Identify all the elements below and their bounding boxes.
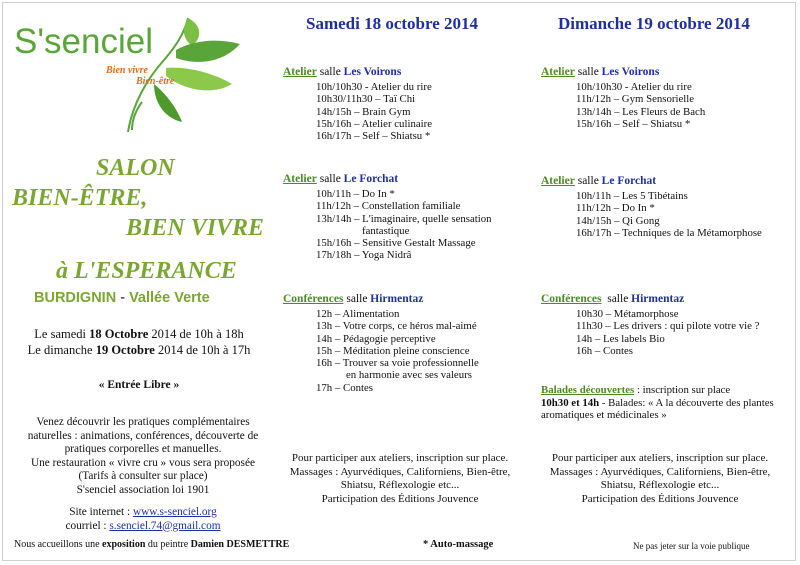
list-item: 17h – Contes xyxy=(316,381,373,394)
sun-balades xyxy=(541,384,774,422)
list-item: 11h30 – Les drivers : qui pilote votre vie ? xyxy=(576,320,760,333)
sun-participation-note: Pour participer aux ateliers, inscription sur place. Massages : Ayurvédiques, Californiens, Bien-être, Shiatsu, Réflexologie etc... Participation des Éditions Jouvence xyxy=(549,452,771,505)
list-item: 13h – Votre corps, ce héros mal-aimé xyxy=(316,320,477,333)
list-item: 16h – Contes xyxy=(576,344,633,357)
exhibition-note: Nous accueillons une exposition du peintre Damien DESMETTRE xyxy=(14,539,290,550)
logo-name: S'senciel xyxy=(14,22,153,61)
list-item: 10h/10h30 - Atelier du rire xyxy=(316,81,432,93)
salon-title-3: BIEN VIVRE xyxy=(126,215,265,241)
saturday-title: Samedi 18 octobre 2014 xyxy=(306,14,479,33)
sun-atelier-forchat-heading: Atelier salle Le Forchat xyxy=(541,175,657,187)
salon-title-4: à L'ESPERANCE xyxy=(56,258,237,284)
list-item: 16h – Trouver sa voie professionnelle xyxy=(316,357,479,370)
public-note: Ne pas jeter sur la voie publique xyxy=(633,541,750,551)
list-item: 13h/14h – L'imaginaire, quelle sensation xyxy=(316,212,492,225)
salon-title-2: BIEN-ÊTRE, xyxy=(12,185,148,211)
list-item: 10h/10h30 - Atelier du rire xyxy=(576,81,692,93)
sun-conferences-heading: Conférences salle Hirmentaz xyxy=(541,293,685,305)
list-item: 15h – Méditation pleine conscience xyxy=(316,344,470,357)
logo-subtitle-2: Bien-être xyxy=(136,76,175,87)
logo-subtitle-1: Bien vivre xyxy=(106,65,148,76)
sat-atelier-voirons-heading: Atelier salle Les Voirons xyxy=(283,66,402,78)
entry-free: « Entrée Libre » xyxy=(98,379,180,391)
sat-conferences-heading: Conférences salle Hirmentaz xyxy=(283,293,424,305)
list-item: 13h/14h – Les Fleurs de Bach xyxy=(576,105,706,118)
place-valley: Vallée Verte xyxy=(129,290,210,306)
contact xyxy=(14,506,272,533)
email-link[interactable]: s.senciel.74@gmail.com xyxy=(109,519,221,532)
list-item: 15h/16h – Atelier culinaire xyxy=(316,117,433,130)
list-item: 14h/15h – Brain Gym xyxy=(316,105,411,118)
sun-atelier-forchat-list xyxy=(576,190,762,239)
sun-atelier-voirons-heading: Atelier salle Les Voirons xyxy=(541,66,660,78)
list-item: 10h30 – Métamorphose xyxy=(576,308,679,320)
list-item: 11h/12h – Gym Sensorielle xyxy=(576,93,695,106)
site-line: Site internet : www.s-senciel.org xyxy=(69,506,217,518)
balades-topic: aromatiques et médicinales » xyxy=(541,409,667,421)
list-item: 10h/11h – Les 5 Tibétains xyxy=(576,190,688,202)
list-item: 14h – Les labels Bio xyxy=(576,332,665,345)
sun-conferences-list xyxy=(576,308,759,357)
sat-participation-note: Pour participer aux ateliers, inscription sur place. Massages : Ayurvédiques, Californiens, Bien-être, Shiatsu, Réflexologie etc... Participation des Éditions Jouvence xyxy=(289,452,511,505)
list-item: 16h/17h – Techniques de la Métamorphose xyxy=(576,226,762,239)
list-item: 10h/11h – Do In * xyxy=(316,188,395,200)
list-item: 15h/16h – Sensitive Gestalt Massage xyxy=(316,237,476,250)
list-item: en harmonie avec ses valeurs xyxy=(346,369,472,382)
auto-massage-note: * Auto-massage xyxy=(423,539,494,550)
sat-atelier-voirons-list xyxy=(316,81,432,142)
site-link[interactable]: www.s-senciel.org xyxy=(132,506,217,518)
salon-title-1: SALON xyxy=(96,155,175,181)
salon-place xyxy=(34,290,210,306)
balades-times: 10h30 et 14h - Balades: « A la découverte des plantes xyxy=(541,396,774,409)
list-item: 16h/17h – Self – Shiatsu * xyxy=(316,130,431,143)
list-item: 15h/16h – Self – Shiatsu * xyxy=(576,117,691,130)
saturday-line: Le samedi 18 Octobre 2014 de 10h à 18h xyxy=(34,327,244,341)
balades-heading: Balades découvertes : inscription sur place xyxy=(541,384,731,396)
list-item: 17h/18h – Yoga Nidrâ xyxy=(316,249,412,262)
list-item: 12h – Alimentation xyxy=(316,308,400,320)
sunday-title: Dimanche 19 octobre 2014 xyxy=(558,14,750,33)
place-sep: - xyxy=(116,290,130,306)
list-item: fantastique xyxy=(362,224,410,237)
list-item: 11h/12h – Do In * xyxy=(576,202,655,215)
list-item: 14h/15h – Qi Gong xyxy=(576,214,660,227)
intro-text: Venez découvrir les pratiques complémentaires naturelles : animations, conférences, découverte de pratiques corporelles et manuelles. Une restauration « vivre cru » vous sera proposée (Tarifs à consulter sur place) S'senciel association loi 1901 xyxy=(27,416,259,496)
place-town: BURDIGNIN xyxy=(34,290,117,306)
sat-atelier-forchat-heading: Atelier salle Le Forchat xyxy=(283,173,399,185)
list-item: 14h – Pédagogie perceptive xyxy=(316,332,436,345)
logo xyxy=(14,10,254,135)
sat-conferences-list xyxy=(316,308,479,394)
list-item: 11h/12h – Constellation familiale xyxy=(316,200,461,213)
list-item: 10h30/11h30 – Taï Chi xyxy=(316,93,416,106)
email-line: courriel : s.senciel.74@gmail.com xyxy=(65,519,221,532)
event-dates xyxy=(14,326,264,358)
sun-atelier-voirons-list xyxy=(576,81,705,130)
sat-atelier-forchat-list xyxy=(316,188,492,262)
sunday-line: Le dimanche 19 Octobre 2014 de 10h à 17h xyxy=(27,343,251,357)
